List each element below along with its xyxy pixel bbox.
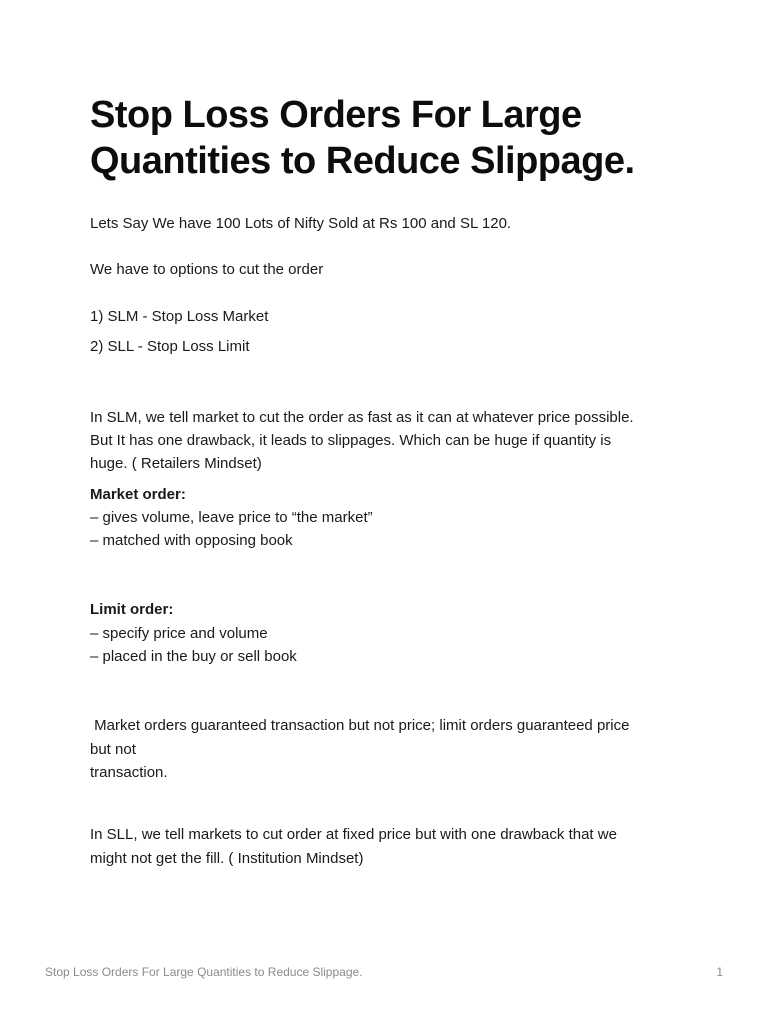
- option-slm: 1) SLM - Stop Loss Market: [90, 307, 269, 325]
- intro-paragraph: Lets Say We have 100 Lots of Nifty Sold at Rs 100 and SL 120.: [90, 215, 512, 232]
- sll-line: In SLL, we tell markets to cut order at fixed price but with one drawback that we: [90, 826, 617, 844]
- market-order-heading: Market order:: [90, 485, 186, 503]
- slm-line: But It has one drawback, it leads to slippages. Which can be huge if quantity is: [90, 431, 612, 449]
- guarantee-line: transaction.: [90, 763, 168, 781]
- guarantee-line: but not: [90, 740, 136, 758]
- option-sll: 2) SLL - Stop Loss Limit: [90, 338, 250, 356]
- options-paragraph: We have to options to cut the order: [90, 261, 324, 279]
- list-item: – placed in the buy or sell book: [90, 648, 297, 666]
- list-item: – specify price and volume: [90, 624, 268, 642]
- list-item: – matched with opposing book: [90, 532, 293, 550]
- slm-line: huge. ( Retailers Mindset): [90, 455, 262, 473]
- limit-order-section: [90, 598, 690, 668]
- market-order-section: [90, 483, 690, 553]
- sll-line: might not get the fill. ( Institution Mindset): [90, 849, 364, 867]
- slm-line: In SLM, we tell market to cut the order as fast as it can at whatever price possible.: [90, 408, 634, 426]
- document-title: Stop Loss Orders For Large Quantities to Reduce Slippage.: [90, 94, 635, 182]
- footer-document-title: Stop Loss Orders For Large Quantities to Reduce Slippage.: [45, 965, 363, 979]
- limit-order-heading: Limit order:: [90, 601, 174, 619]
- footer-page-number: 1: [716, 965, 723, 979]
- list-item: – gives volume, leave price to “the market”: [90, 508, 373, 526]
- slm-paragraph: [90, 406, 690, 476]
- sll-paragraph: [90, 823, 690, 870]
- guarantee-paragraph: [90, 714, 690, 784]
- document-body: [90, 92, 690, 870]
- guarantee-line: Market orders guaranteed transaction but not price; limit orders guaranteed price: [90, 717, 630, 735]
